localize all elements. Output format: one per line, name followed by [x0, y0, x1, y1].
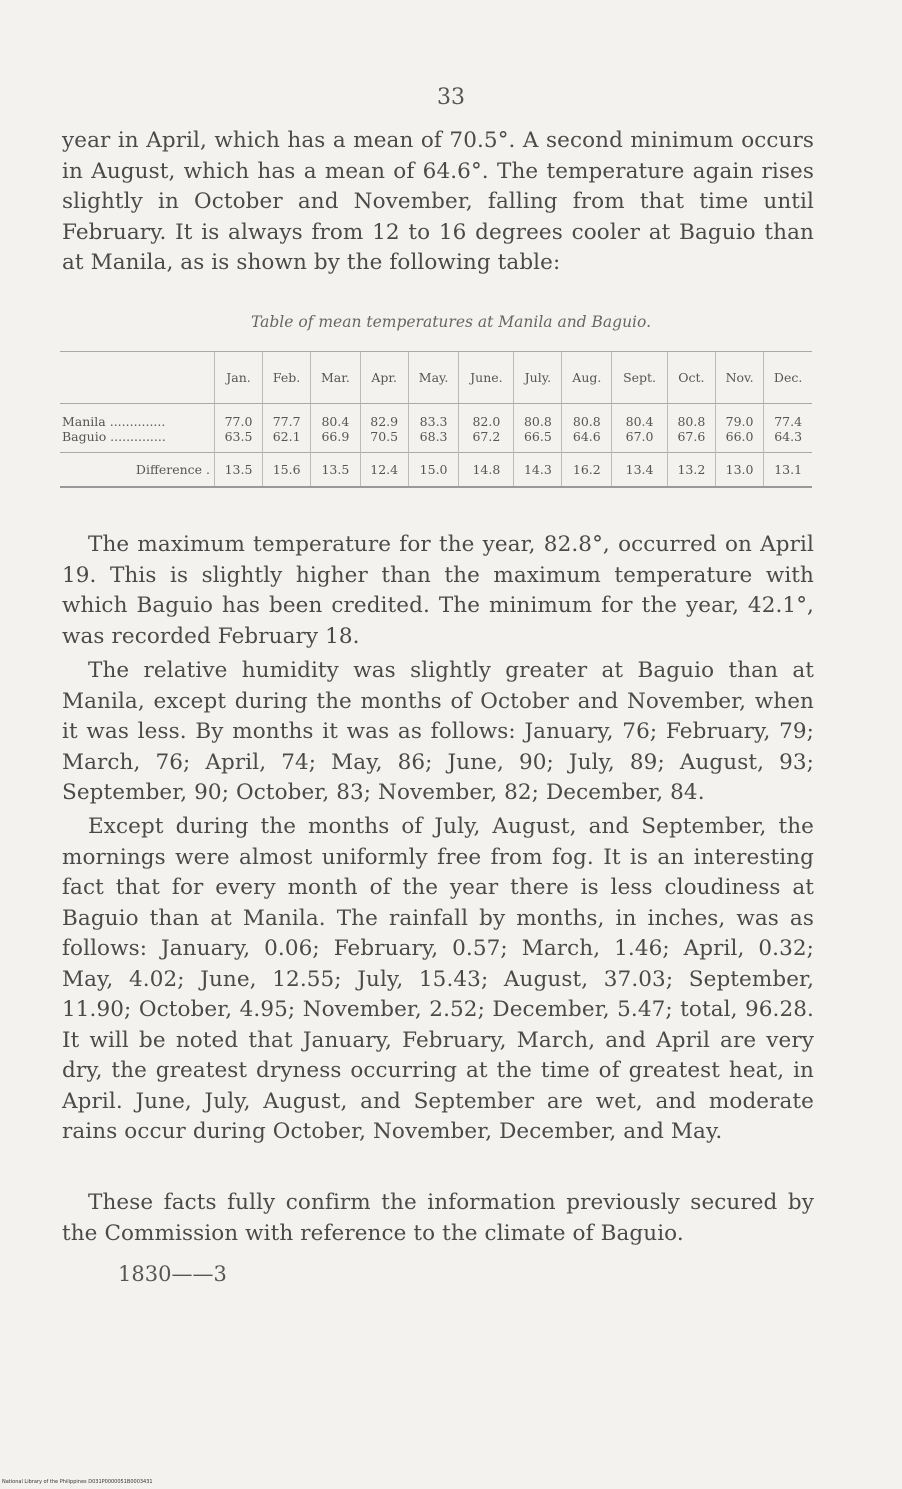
- table-cell: 15.6: [263, 453, 311, 487]
- table-cell: 63.5: [215, 429, 263, 453]
- table-cell: 79.0: [715, 404, 763, 430]
- paragraph-3: The relative humidity was slightly greater at Baguio than at Manila, except during the months of October and November, when it was less. By months it was as follows: January, 76; February, 79; March, 76; April, 74; May, 86; June, 90; July, 89; August, 93; September, 90; October, 83; November, 82; December, 84.: [62, 658, 814, 805]
- table-cell: 77.7: [263, 404, 311, 430]
- table-cell: 13.0: [715, 453, 763, 487]
- row-label-difference: Difference .: [60, 453, 215, 487]
- table-cell: 80.8: [667, 404, 715, 430]
- table-cell: 64.6: [562, 429, 612, 453]
- month-header: Feb.: [263, 352, 311, 404]
- paragraph-1: year in April, which has a mean of 70.5°. A second minimum occurs in August, which has a mean of 64.6°. The temperature again rises slightly in October and November, falling from that time until February. It is always from 12 to 16 degrees cooler at Baguio than at Manila, as is shown by the following table:: [62, 128, 814, 275]
- page-number: 33: [437, 85, 465, 110]
- row-label-manila: Manila ..............: [62, 414, 166, 429]
- row-label-baguio: Baguio ..............: [62, 429, 166, 444]
- paragraph-5: These facts fully confirm the information previously secured by the Commission with reference to the climate of Baguio.: [62, 1190, 814, 1246]
- table-cell: 64.3: [764, 429, 812, 453]
- table-cell: 15.0: [408, 453, 459, 487]
- table-cell: 82.0: [459, 404, 514, 430]
- month-header: Oct.: [667, 352, 715, 404]
- table-cell: 66.5: [514, 429, 562, 453]
- month-header: Dec.: [764, 352, 812, 404]
- month-header: May.: [408, 352, 459, 404]
- table-cell: 12.4: [360, 453, 408, 487]
- table-cell: 80.8: [562, 404, 612, 430]
- month-header: Sept.: [612, 352, 668, 404]
- table-cell: 66.9: [311, 429, 361, 453]
- table-cell: 80.4: [612, 404, 668, 430]
- table-cell: 13.5: [311, 453, 361, 487]
- table-row-difference: [60, 453, 812, 487]
- table-cell: 67.2: [459, 429, 514, 453]
- table-cell: 77.4: [764, 404, 812, 430]
- table-cell: 67.0: [612, 429, 668, 453]
- table-cell: 13.1: [764, 453, 812, 487]
- table-cell: 67.6: [667, 429, 715, 453]
- table-cell: 62.1: [263, 429, 311, 453]
- table-cell: 77.0: [215, 404, 263, 430]
- table-cell: 80.4: [311, 404, 361, 430]
- table-cell: 16.2: [562, 453, 612, 487]
- table-header-blank: [60, 352, 215, 404]
- temperature-table: [60, 351, 812, 488]
- signature-mark: 1830——3: [118, 1262, 227, 1286]
- table-cell: 14.3: [514, 453, 562, 487]
- table-cell: 13.5: [215, 453, 263, 487]
- paragraph-4: Except during the months of July, August, and September, the mornings were almost uniformly free from fog. It is an interesting fact that for every month of the year there is less cloudiness at Baguio than at Manila. The rainfall by months, in inches, was as follows: January, 0.06; February, 0.57; March, 1.46; April, 0.32; May, 4.02; June, 12.55; July, 15.43; August, 37.03; September, 11.90; October, 4.95; November, 2.52; December, 5.47; total, 96.28. It will be noted that January, February, March, and April are very dry, the greatest dryness occurring at the time of greatest heat, in April. June, July, August, and September are wet, and moderate rains occur during October, November, December, and May.: [62, 814, 814, 1144]
- month-header: Jan.: [215, 352, 263, 404]
- table-cell: 13.4: [612, 453, 668, 487]
- month-header: Mar.: [311, 352, 361, 404]
- table-cell: 82.9: [360, 404, 408, 430]
- table-cell: 14.8: [459, 453, 514, 487]
- table-cell: 66.0: [715, 429, 763, 453]
- table-header-row: [60, 352, 812, 404]
- table-cell: 83.3: [408, 404, 459, 430]
- paragraph-2: The maximum temperature for the year, 82.8°, occurred on April 19. This is slightly higher than the maximum temperature with which Baguio has been credited. The minimum for the year, 42.1°, was recorded February 18.: [62, 532, 814, 649]
- table-cell: 68.3: [408, 429, 459, 453]
- table-row-baguio: [60, 429, 812, 453]
- table-cell: 70.5: [360, 429, 408, 453]
- month-header: Nov.: [715, 352, 763, 404]
- library-stamp: National Library of the Philippines D031P0000051B0003431: [2, 1479, 153, 1485]
- table-cell: 80.8: [514, 404, 562, 430]
- table-caption: Table of mean temperatures at Manila and Baguio.: [250, 313, 652, 331]
- month-header: July.: [514, 352, 562, 404]
- month-header: Apr.: [360, 352, 408, 404]
- month-header: Aug.: [562, 352, 612, 404]
- table-cell: 13.2: [667, 453, 715, 487]
- table-row-manila: [60, 404, 812, 430]
- month-header: June.: [459, 352, 514, 404]
